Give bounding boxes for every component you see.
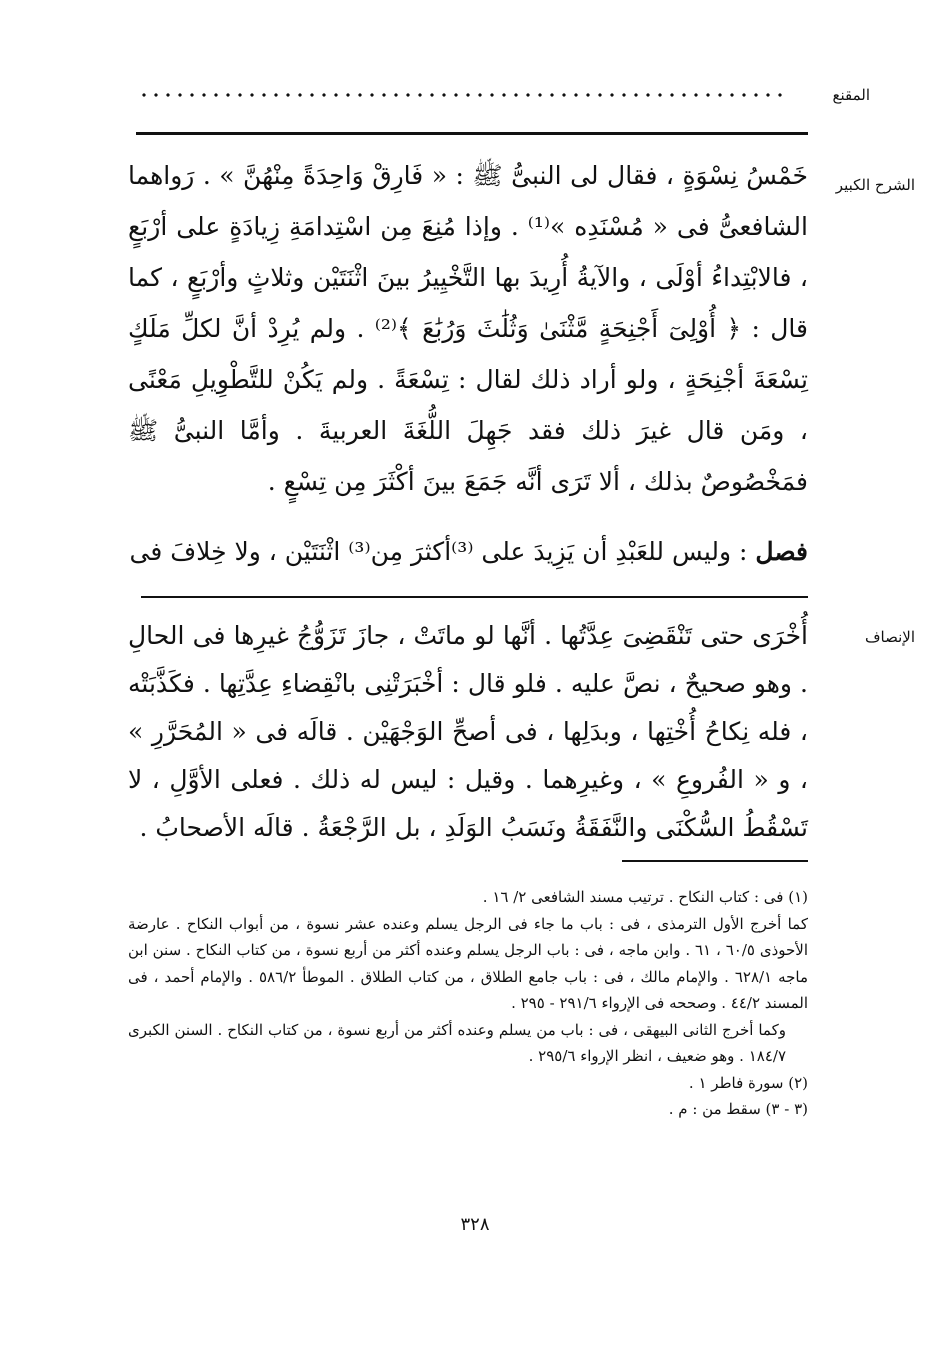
running-header: [130, 86, 870, 116]
insaf-margin-label: الإنصاف: [864, 628, 915, 646]
fasl-heading: فصل: [755, 537, 808, 566]
dot-leader: [138, 92, 790, 98]
footnote-3: (٣ - ٣) سقط من : م .: [668, 1100, 808, 1118]
footnote-2: (٢) سورة فاطر ١ .: [688, 1073, 808, 1092]
sharh-text: خَمْسُ نِسْوَةٍ ، فقال لى النبىُّ ﷺ : « فَارِقْ وَاحِدَةً مِنْهُنَّ » . رَواهما الشافعىُّ فى « مُسْنَدِه »⁽¹⁾ . وإذا مُنِعَ مِن اسْتِدامَةِ زِيادَةٍ على أرْبَعٍ ، فالابْتِداءُ أوْلَى ، والآيةُ أُرِيدَ بها التَّخْيِيرُ بينَ اثْنَتَيْن وثلاثٍ وأرْبَعٍ ، كما قال : ﴿ أُوْلِىٓ أَجْنِحَةٍ مَّثْنَىٰ وَثُلَٰثَ وَرُبَٰعَ ﴾⁽²⁾ . ولم يُرِدْ أنَّ لكلِّ مَلَكٍ تِسْعَةَ أجْنِحَةٍ ، ولو أراد ذلك لقال : تِسْعَةً . ولم يَكُنْ للتَّطْوِيلِ مَعْنًى ، ومَن قال غيرَ ذلك فقد جَهِلَ اللُّغَةَ العربيةَ . وأمَّا النبىُّ ﷺ فمَخْصُوصٌ بذلك ، ألا تَرَى أنَّه جَمَعَ بينَ أكْثَرَ مِن تِسْعٍ .: [128, 161, 808, 496]
footnote-1: (١) فى : كتاب النكاح . ترتيب مسند الشافعى ٢/ ١٦ .: [482, 888, 808, 906]
footnotes: [128, 884, 808, 1123]
footnote-rule: [622, 860, 808, 862]
footnote-1-continuation-a: كما أخرج الأول الترمذى ، فى : باب ما جاء فى الرجل يسلم وعنده عشر نسوة ، من أبواب النكاح . عارضة الأحوذى ٦٠/٥ ، ٦١ . وابن ماجه ، فى : باب الرجل يسلم وعنده أكثر من أربع نسوة ، من كتاب النكاح . سنن ابن ماجه ٦٢٨/١ . والإمام مالك ، فى : باب جامع الطلاق ، من كتاب الطلاق . الموطأ ٥٨٦/٢ . والإمام أحمد ، فى المسند ٤٤/٢ . وصححه فى الإرواء ٢٩١/٦ - ٢٩٥ .: [128, 914, 808, 1012]
fasl-text: : وليس للعَبْدِ أن يَزِيدَ على ⁽³⁾أكثرَ مِن⁽³⁾ اثْنَتَيْن ، ولا خِلافَ فى: [129, 537, 748, 566]
insaf-text: أُخْرَى حتى تَنْقَضِىَ عِدَّتُها . أنَّها لو ماتَتْ ، جازَ تَزَوُّجُ غيرِها فى الحالِ . وهو صحيحٌ ، نصَّ عليه . فلو قال : أخْبَرَتْنِى بانْقِضاءِ عِدَّتِها . فكَذَّبَتْه ، فله نِكاحُ أُخْتِها ، وبدَلِها ، فى أصحِّ الوَجْهَيْن . قالَه فى « المُحَرَّرِ » ، و « الفُروعِ » ، وغيرِهما . وقيل : ليس له ذلك . فعلى الأوَّلِ ، لا تَسْقُطُ السُّكْنَى والنَّفَقَةُ ونَسَبُ الوَلَدِ ، بل الرَّجْعَةُ . قالَه الأصحابُ .: [128, 621, 808, 842]
running-title: المقنع: [832, 86, 870, 104]
sharh-section: [128, 150, 808, 507]
fasl-paragraph: [128, 527, 808, 577]
header-rule: [136, 132, 808, 135]
sharh-margin-label: الشرح الكبير: [835, 176, 915, 194]
page-number: ٣٢٨: [460, 1214, 490, 1235]
section-divider: [141, 596, 808, 598]
footnote-1-continuation-b: وكما أخرج الثانى البيهقى ، فى : باب من يسلم وعنده أكثر من أربع نسوة ، من كتاب النكاح . السنن الكبرى ١٨٤/٧ . وهو ضعيف ، انظر الإرواء ٢٩٥/٦ .: [128, 1020, 786, 1065]
insaf-section: [128, 612, 808, 852]
